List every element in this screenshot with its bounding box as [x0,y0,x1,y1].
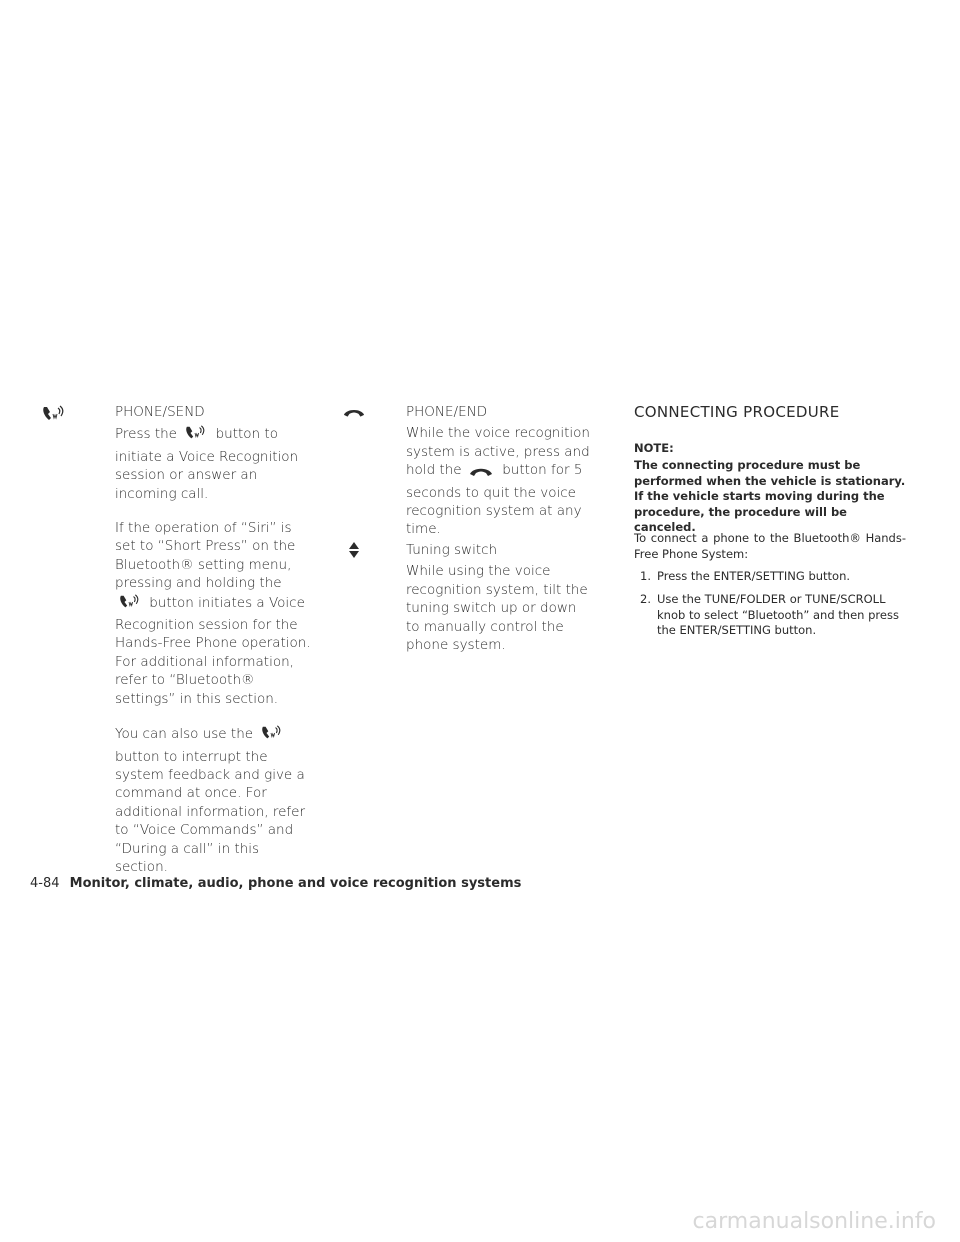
note-body: The connecting procedure must be performed when the vehicle is stationary. If the vehicle starts moving during the procedure, the procedure will be canceled. [634,458,906,534]
phone-send-icon [40,404,68,424]
phone-send-paragraph-2: If the operation of “Siri” is set to “Short Press” on the Bluetooth® setting menu, pressing and holding the button initiates a Voice Recognition session for the Hands-Free Phone operation. For additional information, refer to “Bluetooth® settings” in this section. [115,520,311,707]
phone-send-paragraph-3: You can also use the button to interrupt the system feedback and give a command at once. For additional information, refer to “Voice Commands” and “During a call” in this section. [115,726,306,875]
intro-text: To connect a phone to the Bluetooth® Hands-Free Phone System: [634,531,906,561]
phone-send-paragraph-1: Press the button to initiate a Voice Recognition session or answer an incoming call. [115,426,299,502]
step-number: 2. [640,592,651,606]
watermark: carmanualsonline.info [692,1209,936,1234]
step-text: Press the ENTER/SETTING button. [657,569,851,583]
step-text: Use the TUNE/FOLDER or TUNE/SCROLL knob to select “Bluetooth” and then press the ENTER/SETTING button. [657,592,899,637]
chapter-title: Monitor, climate, audio, phone and voice recognition systems [69,876,522,891]
phone-end-icon [343,407,371,427]
note-label: NOTE: [634,441,674,455]
step-number: 1. [640,569,651,583]
phone-end-paragraph: While the voice recognition system is active, press and hold the button for 5 seconds to quit the voice recognition system at any time. [406,425,590,538]
page-footer [30,876,521,891]
phone-send-icon [259,724,283,747]
tuning-switch-entry [406,541,592,670]
step-1 [640,569,910,585]
tuning-switch-paragraph: While using the voice recognition system, tilt the tuning switch up or down to manually control the phone system. [406,563,588,654]
phone-send-icon [117,593,141,616]
phone-end-heading: PHONE/END [406,404,488,420]
tuning-switch-heading: Tuning switch [406,542,498,558]
phone-send-heading: PHONE/SEND [115,404,205,420]
step-2 [640,592,910,639]
page-number: 4-84 [30,876,60,891]
phone-send-entry [115,403,311,892]
tuning-switch-icon [348,541,376,561]
phone-send-icon [183,424,207,447]
phone-end-icon [468,465,494,483]
section-title: CONNECTING PROCEDURE [634,403,840,421]
phone-end-entry [406,403,592,555]
